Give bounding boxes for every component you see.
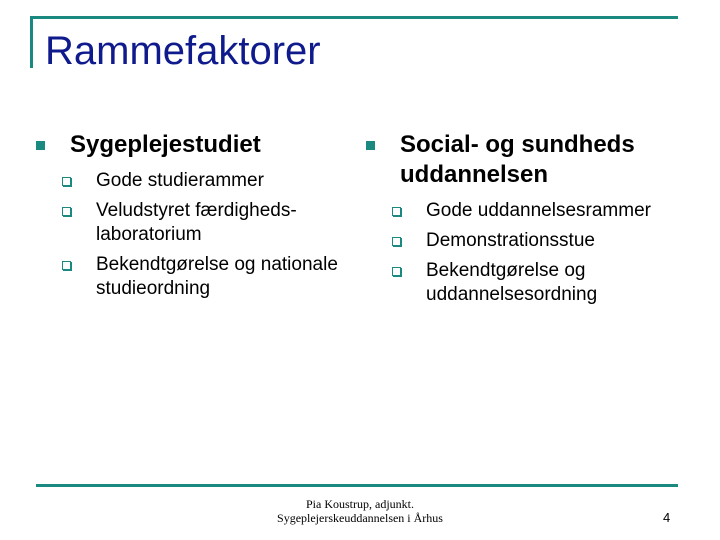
title-frame-left <box>30 16 33 68</box>
page-number: 4 <box>663 510 671 525</box>
hollow-square-bullet-icon <box>62 177 71 186</box>
left-column <box>36 130 346 307</box>
list-item <box>62 199 346 247</box>
list-item-label: Gode studierammer <box>96 170 264 191</box>
list-item-label: Gode uddannelsesrammer <box>426 200 651 221</box>
footer-institution: Sygeplejerskeuddannelsen i Århus <box>277 511 443 525</box>
title-frame-top <box>30 16 678 19</box>
right-sublist <box>392 199 686 307</box>
right-column <box>366 130 686 313</box>
left-sublist <box>62 169 346 301</box>
list-item <box>392 229 686 253</box>
slide-title: Rammefaktorer <box>45 29 321 73</box>
footer-author: Pia Koustrup, adjunkt. <box>306 497 414 511</box>
hollow-square-bullet-icon <box>392 237 401 246</box>
square-bullet-icon <box>36 141 45 150</box>
left-heading: Sygeplejestudiet <box>70 131 261 158</box>
footer-divider <box>36 484 678 487</box>
list-item <box>392 199 686 223</box>
list-item <box>62 169 346 193</box>
list-item-label: Demonstrationsstue <box>426 230 595 251</box>
footer-credit <box>230 497 490 525</box>
square-bullet-icon <box>366 141 375 150</box>
list-item-label: Bekendtgørelse og nationale studieordning <box>96 254 338 299</box>
right-heading: Social- og sundheds uddannelsen <box>400 131 635 188</box>
list-item <box>392 259 686 307</box>
left-heading-item <box>36 130 346 160</box>
hollow-square-bullet-icon <box>62 261 71 270</box>
list-item-label: Veludstyret færdigheds-laboratorium <box>96 200 297 245</box>
list-item-label: Bekendtgørelse og uddannelsesordning <box>426 260 598 305</box>
hollow-square-bullet-icon <box>62 207 71 216</box>
right-heading-item <box>366 130 686 190</box>
list-item <box>62 253 346 301</box>
hollow-square-bullet-icon <box>392 207 401 216</box>
hollow-square-bullet-icon <box>392 267 401 276</box>
